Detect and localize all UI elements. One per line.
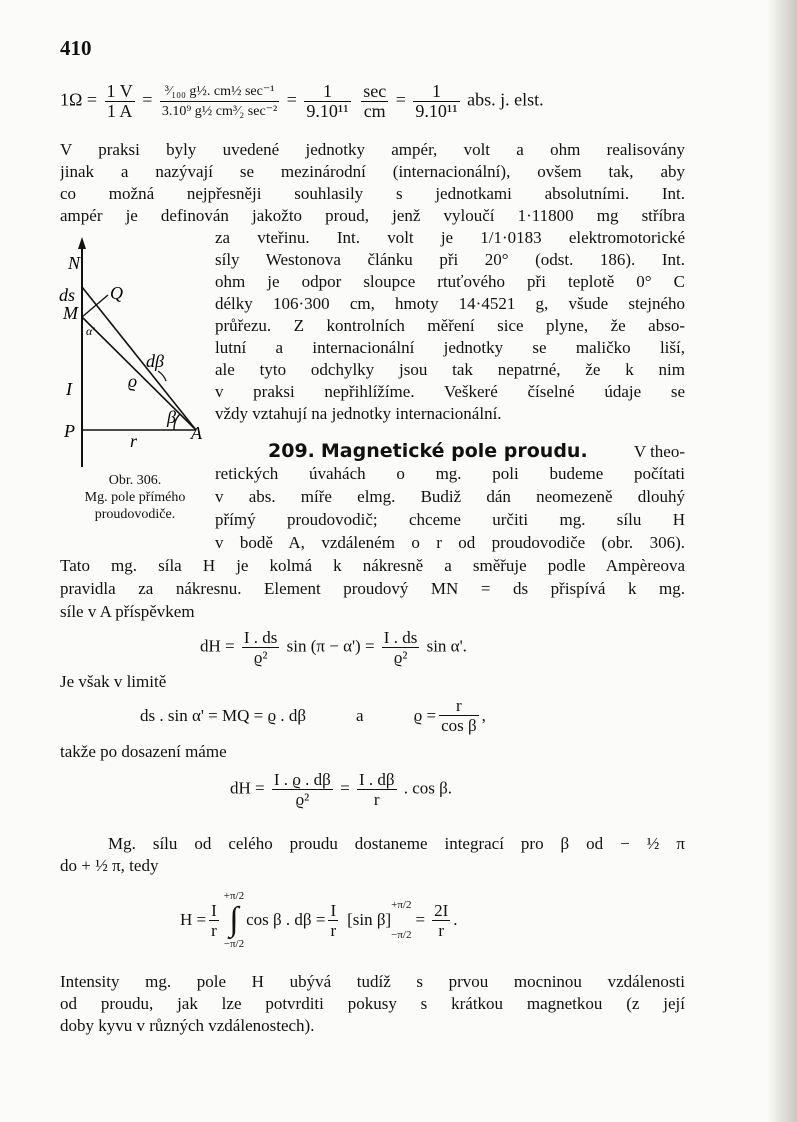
equation-ohm [60,82,544,121]
eq-h-dot: . [453,910,458,929]
eq-ohm-f3-den: 9.10¹¹ [306,101,349,121]
para-integr-line-2: do + ½ π, tedy [60,856,159,875]
para-integr-line-1: Mg. sílu od celého proudu dostaneme integrací pro β od − ½ π [108,834,685,853]
para1-line-11: ale tyto odchylky jsou tak nepatrné, že k nim [215,360,685,379]
para1-line-3: co možná nejpřesněji souhlasily s jednotkami absolutními. Int. [60,184,685,203]
eq-limit-left: ds . sin α' = MQ = ϱ . dβ [140,705,307,725]
eq-ohm-f1-num: 1 V [106,81,133,101]
eq-dh2-f2-den: r [373,790,380,809]
section-line-6: Tato mg. síla H je kolmá k nákresně a směřuje podle Ampèreova [60,556,685,575]
eq-dh2-lhs: dH = [230,778,265,798]
eq-dh1-f1-num: I . ds [243,628,278,647]
eq-h-integral: ∫ [229,901,239,938]
eq-h-integral-wrap [224,890,244,950]
eq-h-lhs: H = [180,910,207,929]
section-line-7: pravidla za nákresnu. Element proudový MN = ds přispívá k mg. [60,579,685,598]
current-arrow [78,237,86,249]
figure-306 [56,235,216,470]
para1-line-1: V praksi byly uvedené jednotky ampér, volt a ohm realisovány [60,140,685,159]
section-line-8: síle v A příspěvkem [60,602,195,621]
label-r: r [130,431,138,451]
para-final-line-2: od proudu, jak lze potvrditi pokusy s krátkou magnetkou (z její [60,994,685,1013]
label-ds: ds [59,285,76,305]
equation-dH-1 [200,628,467,667]
para1-line-4: ampér je definován jakožto proud, jenž vyloučí 1·11800 mg stříbra [60,206,685,225]
section-line-3: v abs. míře elmg. Budiž dán neomezeně dlouhý [215,487,685,506]
para1-line-12: v praksi nepřihlížíme. Veškeré číselné údaje se [215,382,685,401]
label-Q: Q [110,283,123,303]
eq-limit-f-den: cos β [441,716,477,735]
section-line-2: retických úvahách o mg. poli budeme počítati [215,464,685,483]
para1-line-2: jinak a nazývají se mezinárodní (internacionální), ovšem tak, aby [60,162,685,181]
caption-line-1: Mg. pole přímého [84,490,186,505]
eq-ohm-f5-num: 1 [413,82,459,102]
eq-limit-f-num: r [439,696,479,716]
eq-limit-rho: ϱ = [413,705,437,725]
eq-dh1-lhs: dH = [200,636,235,656]
eq-dh2-tail: . cos β. [403,778,453,798]
eq-dh1-f2-den: ϱ² [393,648,408,667]
label-rho: ϱ [128,371,138,391]
eq-ohm-frac3 [304,82,350,121]
eq-dh2-frac2 [357,770,397,809]
eq-ohm-frac5 [413,82,459,121]
para1-line-9: průřezu. Z kontrolních měření sice plyne, že abso- [215,316,685,335]
eq-ohm-f4-den: cm [363,101,386,121]
label-I: I [66,379,72,399]
para1-line-8: délky 106·300 cm, hmoty 14·4521 g, všude stejného [215,294,685,313]
eq-dh2-f1-num: I . ϱ . dβ [273,770,331,789]
eq-limit-a: a [356,705,364,725]
label-alpha: α' [86,324,95,338]
para1-line-13: vždy vztahují na jednotky internacionální. [215,404,502,423]
eq-ohm-equals-2: = [286,89,297,110]
section-line-1: V theo- [633,442,685,461]
eq-ohm-equals: = [142,89,153,110]
eq-ohm-f5-den: 9.10¹¹ [415,101,458,121]
eq-ohm-lhs: 1Ω = [60,89,98,110]
eq-h-f1-den: r [211,920,217,940]
eq-ohm-frac2 [160,82,279,121]
label-N: N [68,253,81,273]
eq-ohm-f1-den: 1 A [106,101,133,121]
eq-dh1-mid: sin (π − α') = [286,636,375,656]
eq-h-bracket: [sin β] [347,910,392,929]
text-limit: Je však v limitě [60,672,167,691]
eq-h-bracket-limits [391,890,411,950]
eq-ohm-frac1 [105,82,135,121]
page-edge-shadow [767,0,797,1122]
eq-dh2-f2-num: I . dβ [358,770,395,789]
para1-line-10: lutní a internacionální jednotky se maličko liší, [215,338,685,357]
eq-ohm-f4-num: sec [363,81,387,101]
page-number: 410 [60,36,92,60]
eq-ohm-f3-num: 1 [304,82,350,102]
eq-dh2-frac1 [272,770,333,809]
eq-ohm-equals-3: = [395,89,406,110]
angle-dbeta-arc [158,371,166,381]
equation-H [180,880,458,960]
text-subst: takže po dosazení máme [60,742,227,761]
eq-dh1-frac2 [382,628,420,667]
label-A: A [191,423,202,443]
eq-h-bracket-upper: +π/2 [391,899,412,911]
eq-ohm-f2-num: ³⁄₁₀₀ g½. cm½ sec⁻¹ [160,82,279,102]
eq-h-lower: −π/2 [223,938,245,950]
caption-title: Obr. 306. [108,473,162,488]
eq-h-frac1 [209,901,219,940]
eq-h-f2-den: r [330,920,337,940]
eq-h-f2-num: I [330,900,337,920]
section-heading-line [268,441,685,462]
para-final-line-3: doby kyvu v různých vzdálenostech). [60,1016,315,1035]
eq-h-f1-num: I [211,900,217,920]
eq-h-body: cos β . dβ = [246,910,326,929]
eq-h-f3-num: 2I [434,900,449,920]
eq-limit-comma: , [481,705,486,725]
line-NA [82,287,196,430]
equation-dH-2 [230,770,452,809]
eq-dh1-tail: sin α'. [426,636,467,656]
eq-limit-frac [439,696,479,735]
eq-h-upper: +π/2 [223,890,245,902]
para1-line-6: síly Westonova článku při 20° (odst. 186). Int. [215,250,685,269]
eq-ohm-f2-den: 3.10⁹ g½ cm³⁄₂ sec⁻² [161,104,278,119]
section-title: Magnetické pole proudu. [320,440,588,462]
eq-dh2-eq: = [340,778,350,798]
eq-h-eq: = [415,910,426,929]
eq-h-frac3 [432,901,450,940]
equation-limit [140,696,620,735]
eq-dh2-f1-den: ϱ² [295,790,310,809]
para1-line-5: za vteřinu. Int. volt je 1/1·0183 elektromotorické [215,228,685,247]
para-final-line-1: Intensity mg. pole H ubývá tudíž s prvou mocninou vzdálenosti [60,972,685,991]
eq-h-frac2 [328,901,338,940]
section-line-5: v bodě A, vzdáleném o r od proudovodiče (obr. 306). [215,533,685,552]
eq-ohm-frac4 [361,82,388,121]
eq-h-bracket-lower: −π/2 [391,929,412,941]
line-MA [82,317,196,430]
eq-ohm-tail: abs. j. elst. [467,89,544,110]
section-line-4: přímý proudovodič; chceme určiti mg. sílu H [215,510,685,529]
label-beta: β [167,407,176,427]
eq-h-f3-den: r [438,920,445,940]
para1-line-7: ohm je odpor sloupce rtuťového při teplotě 0° C [215,272,685,291]
caption-line-2: proudovodiče. [94,507,176,522]
label-P: P [64,421,75,441]
figure-caption [56,472,214,523]
eq-dh1-f2-num: I . ds [383,628,418,647]
eq-dh1-f1-den: ϱ² [253,648,268,667]
label-M: M [63,303,78,323]
section-number: 209. [268,440,315,462]
eq-dh1-frac1 [242,628,280,667]
label-dbeta: dβ [146,351,164,371]
